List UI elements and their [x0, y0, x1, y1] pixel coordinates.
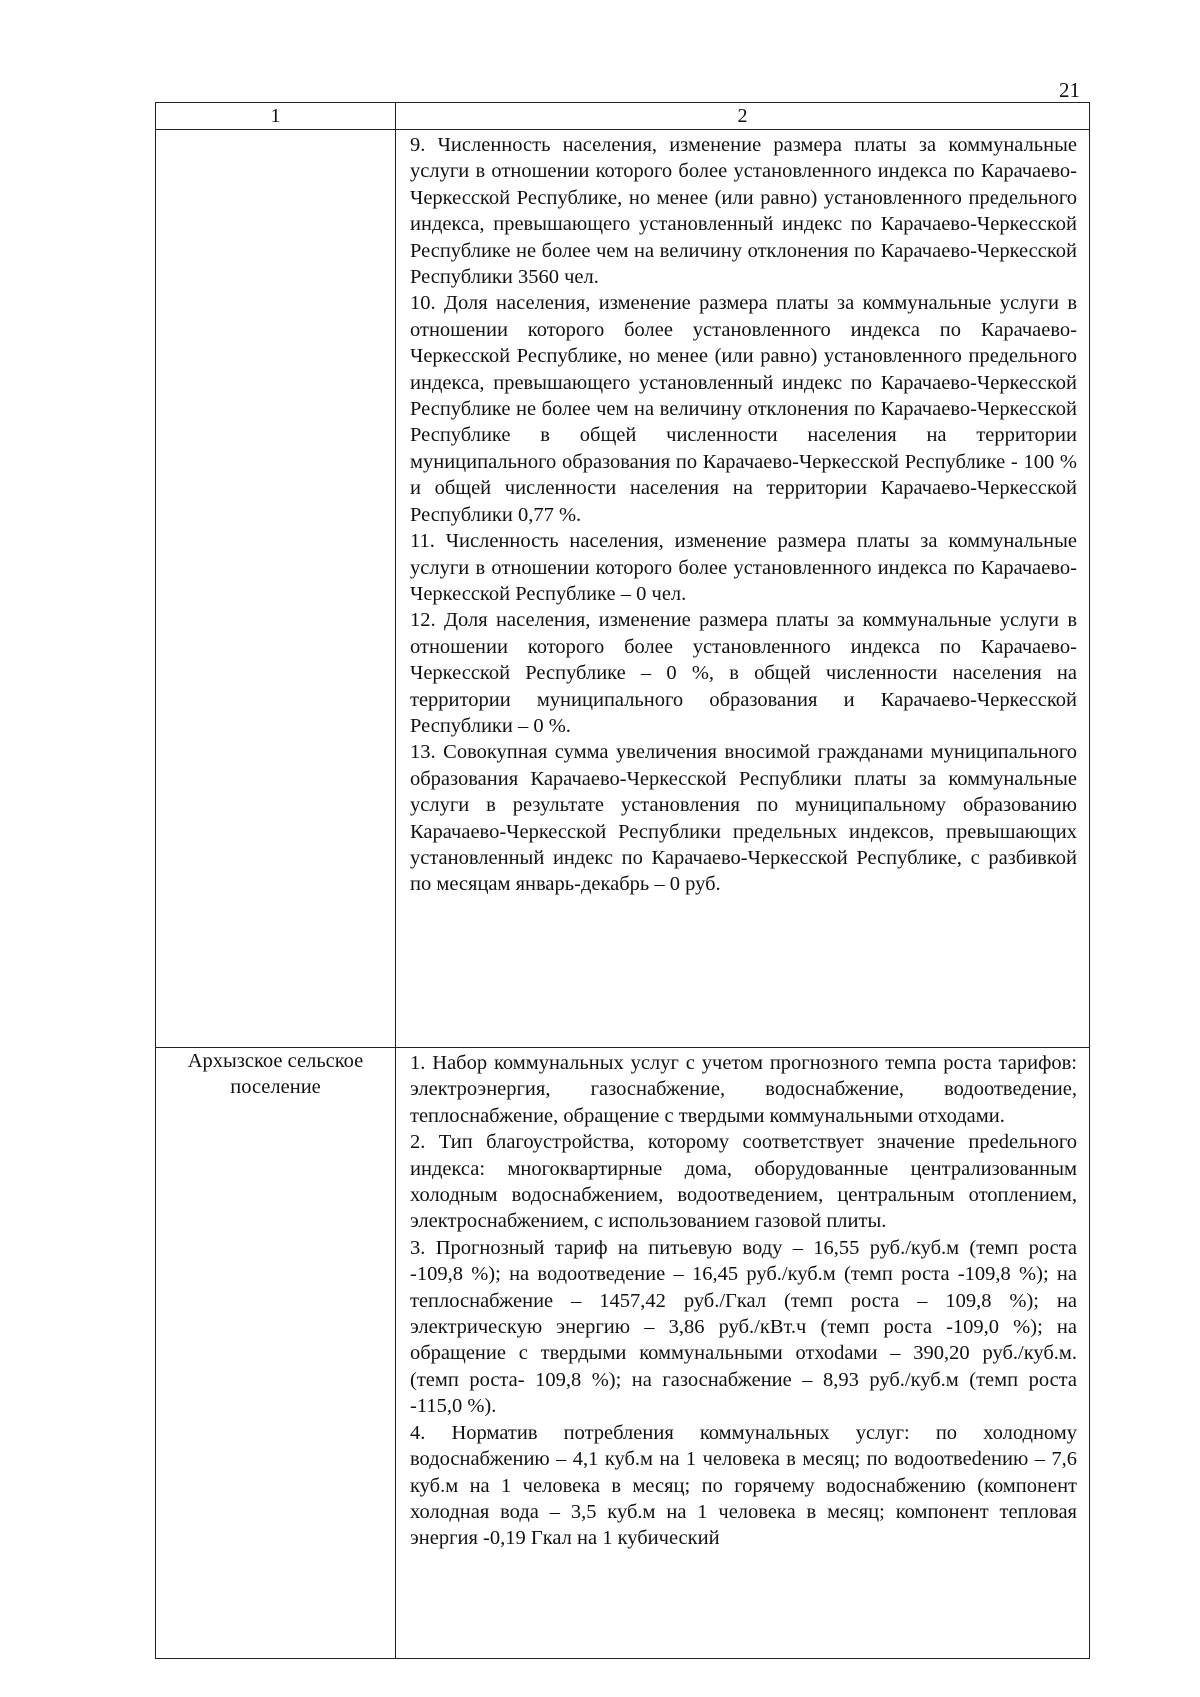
paragraph-9: 9. Численность населения, изменение размера платы за коммунальные услуги в отношении которого более установленного индекса по Карачаево-Черкесской Республике, но менее (или равно) установленного предельного индекса, превышающего установленный индекс по Карачаево-Черкесской Республике не более чем на величину отклонения по Карачаево-Черкесской Республики 3560 чел. [410, 134, 1077, 289]
document-table [155, 102, 1090, 1659]
header-col-1: 1 [156, 103, 396, 130]
row-2-content [396, 1048, 1090, 1659]
paragraph-3: 3. Прогнозный тариф на питьевую воду – 16,55 руб./куб.м (темп роста -109,8 %); на водоотведение – 16,45 руб./куб.м (темп роста -109,8 %); на теплоснабжение – 1457,42 руб./Гкал (темп роста – 109,8 %); на электрическую энергию – 3,86 руб./кВт.ч (темп роста -109,0 %); на обращение с твердыми коммунальными отхоdами – 390,20 руб./куб.м. (темп роста- 109,8 %); на газоснабжение – 8,93 руб./куб.м (темп роста -115,0 %). [410, 1236, 1077, 1418]
row-1-label [156, 130, 396, 1048]
header-col-2: 2 [396, 103, 1090, 130]
paragraph-11: 11. Численность населения, изменение размера платы за коммунальные услуги в отношении которого более установленного индекса по Карачаево-Черкесской Республике – 0 чел. [410, 530, 1077, 605]
paragraph-13: 13. Совокупная сумма увеличения вносимой гражданами муниципального образования Карачаево-Черкесской Республики платы за коммунальные услуги в результате установления по муниципальному образованию Карачаево-Черкесской Республики предельных индексов, превышающих установленный индекс по Карачаево-Черкесской Республике, с разбивкой по месяцам январь-декабрь – 0 руб. [410, 741, 1077, 896]
paragraph-1: 1. Набор коммунальных услуг с учетом прогнозного темпа роста тарифов: электроэнергия, газоснабжение, водоснабжение, водоотведение, теплоснабжение, обращение с твердыми коммунальными отходами. [410, 1052, 1077, 1127]
paragraph-2: 2. Тип благоустройства, которому соответствует значение преdельного индекса: многоквартирные дома, оборудованные централизованным холодным водоснабжением, водоотведением, центральным отоплением, электроснабжением, с использованием газовой плиты. [410, 1131, 1077, 1233]
paragraph-4: 4. Норматив потребления коммунальных услуг: по холодному водоснабжению – 4,1 куб.м на 1 человека в месяц; по водоотвеdению – 7,6 куб.м на 1 человека в месяц; по горячему водоснабжению (компонент холодная вода – 3,5 куб.м на 1 человека в месяц; компонент тепловая энергия -0,19 Гкал на 1 кубический [410, 1421, 1077, 1550]
settlement-name: Архызское сельское поселение [156, 1048, 396, 1659]
paragraph-12: 12. Доля населения, изменение размера платы за коммунальные услуги в отношении которого более установленного индекса по Карачаево-Черкесской Республике – 0 %, в общей численности населения на территории муниципального образования и Карачаево-Черкесской Республики – 0 %. [410, 609, 1077, 737]
paragraph-10: 10. Доля населения, изменение размера платы за коммунальные услуги в отношении которого более установленного индекса по Карачаево-Черкесской Республике, но менее (или равно) установленного предельного индекса, превышающего установленный индекс по Карачаево-Черкесской Республике не более чем на величину отклонения по Карачаево-Черкесской Республике в общей численности населения на территории муниципального образования по Карачаево-Черкесской Республике - 100 % и общей численности населения на территории Карачаево-Черкесской Республики 0,77 %. [410, 292, 1077, 526]
table-row [156, 1048, 1090, 1659]
row-1-content [396, 130, 1090, 1048]
table-row [156, 130, 1090, 1048]
table-header-row [156, 103, 1090, 130]
page-number: 21 [1059, 78, 1080, 102]
